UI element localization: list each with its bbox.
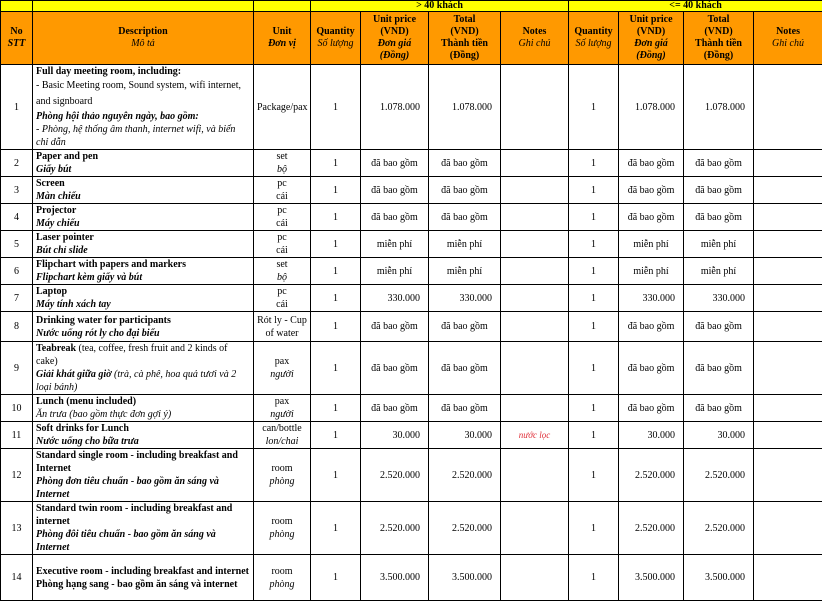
cell-quantity: 1 — [311, 231, 361, 258]
unit-vn: bộ — [257, 163, 307, 176]
cell-unit-price: 30.000 — [361, 422, 429, 449]
cell-unit-price: miễn phí — [619, 231, 684, 258]
cell-notes — [501, 150, 569, 177]
cell-notes — [754, 177, 822, 204]
cell-total: 3.500.000 — [429, 555, 501, 601]
description-en: Laptop — [36, 285, 250, 298]
description-en-title: Full day meeting room, including: — [36, 65, 250, 78]
group-header-under-40: <= 40 khách — [569, 1, 822, 12]
table-row — [1, 395, 822, 422]
cell-notes — [501, 395, 569, 422]
description-en: Projector — [36, 204, 250, 217]
cell-unit — [254, 177, 311, 204]
header-unit-price-en: Unit price — [364, 14, 425, 26]
cell-notes — [754, 285, 822, 312]
cell-unit-price: đã bao gồm — [619, 204, 684, 231]
unit-vn: cái — [257, 217, 307, 230]
description-vn: Máy tính xách tay — [36, 298, 250, 311]
cell-no: 14 — [1, 555, 33, 601]
description-vn: Nước uống rót ly cho đại biểu — [36, 327, 250, 340]
unit-vn: phòng — [257, 528, 307, 541]
cell-no: 6 — [1, 258, 33, 285]
header-notes-vn: Ghi chú — [504, 38, 565, 50]
description-en-title: Teabreak — [36, 343, 76, 354]
cell-unit-price: 330.000 — [361, 285, 429, 312]
unit-en: set — [257, 258, 307, 271]
header-quantity-2 — [569, 12, 619, 65]
cell-total: miễn phí — [429, 258, 501, 285]
cell-quantity: 1 — [569, 65, 619, 150]
cell-notes — [501, 204, 569, 231]
unit-en: room — [257, 462, 307, 475]
cell-notes — [754, 312, 822, 342]
cell-total: 30.000 — [684, 422, 754, 449]
cell-quantity: 1 — [569, 285, 619, 312]
description-vn: Nước uống cho bữa trưa — [36, 435, 250, 448]
header-unit-price-en: Unit price — [622, 14, 680, 26]
table-row — [1, 342, 822, 395]
cell-notes — [501, 258, 569, 285]
cell-unit-price: 2.520.000 — [361, 449, 429, 502]
cell-no: 8 — [1, 312, 33, 342]
table-row — [1, 312, 822, 342]
header-unit-en: Unit — [257, 26, 307, 38]
cell-unit-price: miễn phí — [361, 231, 429, 258]
description-vn — [36, 368, 250, 394]
cell-quantity: 1 — [569, 150, 619, 177]
cell-notes — [754, 502, 822, 555]
cell-quantity: 1 — [569, 312, 619, 342]
header-no-vn: STT — [4, 38, 29, 50]
cell-total: miễn phí — [684, 258, 754, 285]
cell-description — [33, 422, 254, 449]
unit-en: pc — [257, 231, 307, 244]
header-total-1 — [429, 12, 501, 65]
cell-quantity: 1 — [569, 342, 619, 395]
header-unit-price-currency: (VND) — [622, 26, 680, 38]
cell-total: đã bao gồm — [684, 342, 754, 395]
unit-vn: người — [257, 408, 307, 421]
cell-notes — [501, 65, 569, 150]
table-row — [1, 204, 822, 231]
cell-description — [33, 449, 254, 502]
cell-no: 1 — [1, 65, 33, 150]
unit-vn: phòng — [257, 475, 307, 488]
cell-description — [33, 150, 254, 177]
cell-description — [33, 177, 254, 204]
cell-total: miễn phí — [684, 231, 754, 258]
cell-notes — [501, 342, 569, 395]
cell-description — [33, 231, 254, 258]
cell-quantity: 1 — [311, 65, 361, 150]
header-quantity-en: Quantity — [314, 26, 357, 38]
description-en: Drinking water for participants — [36, 314, 250, 327]
group-header-row — [1, 1, 822, 12]
cell-total: đã bao gồm — [429, 150, 501, 177]
cell-notes — [754, 342, 822, 395]
header-no-en: No — [4, 26, 29, 38]
cell-no: 12 — [1, 449, 33, 502]
cell-quantity: 1 — [311, 312, 361, 342]
cell-unit — [254, 231, 311, 258]
description-vn: Flipchart kèm giấy và bút — [36, 271, 250, 284]
header-notes-2 — [754, 12, 822, 65]
cell-total: đã bao gồm — [429, 177, 501, 204]
unit-vn: phòng — [257, 578, 307, 591]
description-vn: Máy chiếu — [36, 217, 250, 230]
cell-notes: nước lọc — [501, 422, 569, 449]
unit-vn: cái — [257, 244, 307, 257]
unit-vn: cái — [257, 190, 307, 203]
table-row — [1, 258, 822, 285]
unit-en: set — [257, 150, 307, 163]
cell-quantity: 1 — [311, 258, 361, 285]
cell-unit-price: 1.078.000 — [361, 65, 429, 150]
cell-unit-price: đã bao gồm — [619, 395, 684, 422]
header-unit-price-vn-currency: (Đồng) — [622, 50, 680, 62]
cell-total: đã bao gồm — [684, 395, 754, 422]
table-row — [1, 285, 822, 312]
unit-en: pc — [257, 177, 307, 190]
description-en: Laser pointer — [36, 231, 250, 244]
cell-total: 3.500.000 — [684, 555, 754, 601]
header-unit-price-2 — [619, 12, 684, 65]
cell-total: 30.000 — [429, 422, 501, 449]
cell-total: đã bao gồm — [429, 342, 501, 395]
cell-total: 330.000 — [429, 285, 501, 312]
cell-unit-price: 1.078.000 — [619, 65, 684, 150]
cell-total: 2.520.000 — [429, 502, 501, 555]
cell-no: 13 — [1, 502, 33, 555]
cell-unit-price: đã bao gồm — [361, 177, 429, 204]
cell-unit — [254, 502, 311, 555]
cell-total: 1.078.000 — [684, 65, 754, 150]
unit-en: pax — [257, 355, 307, 368]
header-quantity-en: Quantity — [572, 26, 615, 38]
header-unit-price-vn: Đơn giá — [622, 38, 680, 50]
description-en: Soft drinks for Lunch — [36, 422, 250, 435]
group-header-blank — [254, 1, 311, 12]
unit-en: room — [257, 565, 307, 578]
cell-total: 330.000 — [684, 285, 754, 312]
cell-notes — [754, 231, 822, 258]
header-unit-price-1 — [361, 12, 429, 65]
cell-unit — [254, 312, 311, 342]
description-en: Flipchart with papers and markers — [36, 258, 250, 271]
description-en — [36, 342, 250, 368]
cell-total: 2.520.000 — [429, 449, 501, 502]
cell-quantity: 1 — [569, 395, 619, 422]
cell-description — [33, 395, 254, 422]
header-total-en: Total — [687, 14, 750, 26]
cell-description — [33, 312, 254, 342]
unit-vn: người — [257, 368, 307, 381]
table-row — [1, 449, 822, 502]
cell-description — [33, 65, 254, 150]
cell-no: 9 — [1, 342, 33, 395]
cell-unit-price: đã bao gồm — [361, 395, 429, 422]
cell-unit-price: đã bao gồm — [619, 312, 684, 342]
header-total-vn-currency: (Đồng) — [432, 50, 497, 62]
description-en: Screen — [36, 177, 250, 190]
cell-unit — [254, 150, 311, 177]
header-quantity-vn: Số lượng — [572, 38, 615, 50]
cell-notes — [501, 231, 569, 258]
description-vn: Bút chỉ slide — [36, 244, 250, 257]
cell-quantity: 1 — [569, 177, 619, 204]
unit-en: room — [257, 515, 307, 528]
cell-notes — [501, 449, 569, 502]
column-header-row — [1, 12, 822, 65]
cell-unit-price: 30.000 — [619, 422, 684, 449]
cell-total: đã bao gồm — [684, 204, 754, 231]
header-notes-1 — [501, 12, 569, 65]
cell-notes — [754, 65, 822, 150]
cell-description — [33, 342, 254, 395]
cell-total: 2.520.000 — [684, 502, 754, 555]
group-header-over-40: > 40 khách — [311, 1, 569, 12]
header-unit-price-vn-currency: (Đồng) — [364, 50, 425, 62]
cell-unit — [254, 395, 311, 422]
header-total-en: Total — [432, 14, 497, 26]
description-vn-title: Phòng hội thảo nguyên ngày, bao gồm: — [36, 110, 250, 123]
cell-quantity: 1 — [311, 422, 361, 449]
cell-total: đã bao gồm — [429, 204, 501, 231]
cell-description — [33, 285, 254, 312]
table-row — [1, 422, 822, 449]
unit-en: pc — [257, 204, 307, 217]
cell-unit-price: miễn phí — [619, 258, 684, 285]
cell-no: 7 — [1, 285, 33, 312]
description-vn: Phòng đôi tiêu chuẩn - bao gồm ăn sáng và Internet — [36, 528, 250, 554]
description-vn-extra: (trà, cà phê, hoa quả tươi và 2 loại bánh) — [36, 369, 236, 393]
cell-unit-price: đã bao gồm — [361, 204, 429, 231]
cell-unit-price: đã bao gồm — [619, 177, 684, 204]
table-row — [1, 502, 822, 555]
cell-quantity: 1 — [311, 285, 361, 312]
header-unit — [254, 12, 311, 65]
cell-unit — [254, 342, 311, 395]
header-description-vn: Mô tả — [36, 38, 250, 50]
cell-total: đã bao gồm — [684, 312, 754, 342]
unit-en: pc — [257, 285, 307, 298]
description-en: Standard twin room - including breakfast and internet — [36, 502, 250, 528]
description-en: Lunch (menu included) — [36, 395, 250, 408]
cell-unit-price: đã bao gồm — [361, 150, 429, 177]
description-vn: Màn chiếu — [36, 190, 250, 203]
cell-description — [33, 258, 254, 285]
header-total-2 — [684, 12, 754, 65]
cell-unit-price: đã bao gồm — [619, 150, 684, 177]
cell-unit — [254, 204, 311, 231]
table-row — [1, 177, 822, 204]
header-total-vn: Thành tiền — [687, 38, 750, 50]
unit-vn: cái — [257, 298, 307, 311]
cell-quantity: 1 — [311, 177, 361, 204]
cell-no: 3 — [1, 177, 33, 204]
cell-notes — [754, 449, 822, 502]
unit-en: pax — [257, 395, 307, 408]
cell-description — [33, 502, 254, 555]
cell-quantity: 1 — [569, 231, 619, 258]
cell-quantity: 1 — [569, 555, 619, 601]
cell-unit-price: 2.520.000 — [361, 502, 429, 555]
cell-quantity: 1 — [311, 449, 361, 502]
cell-unit — [254, 555, 311, 601]
cell-unit-price: đã bao gồm — [361, 342, 429, 395]
cell-unit-price: 2.520.000 — [619, 502, 684, 555]
header-description — [33, 12, 254, 65]
cell-total: 1.078.000 — [429, 65, 501, 150]
description-en-extra: (tea, coffee, fresh fruit and 2 kinds of cake) — [36, 343, 227, 367]
header-no — [1, 12, 33, 65]
group-header-blank — [33, 1, 254, 12]
cell-unit — [254, 285, 311, 312]
cell-quantity: 1 — [569, 449, 619, 502]
header-unit-price-currency: (VND) — [364, 26, 425, 38]
cell-unit-price: đã bao gồm — [619, 342, 684, 395]
header-notes-en: Notes — [504, 26, 565, 38]
cell-total: đã bao gồm — [684, 150, 754, 177]
cell-unit — [254, 258, 311, 285]
header-total-vn-currency: (Đồng) — [687, 50, 750, 62]
table-row — [1, 150, 822, 177]
cell-notes — [754, 555, 822, 601]
description-vn: Giấy bút — [36, 163, 250, 176]
cell-no: 2 — [1, 150, 33, 177]
cell-unit — [254, 65, 311, 150]
cell-total: đã bao gồm — [684, 177, 754, 204]
cell-description — [33, 555, 254, 601]
cell-notes — [754, 422, 822, 449]
group-header-blank — [1, 1, 33, 12]
description-en: Standard single room - including breakfast and Internet — [36, 449, 250, 475]
cell-total: miễn phí — [429, 231, 501, 258]
header-total-vn: Thành tiền — [432, 38, 497, 50]
cell-no: 11 — [1, 422, 33, 449]
cell-quantity: 1 — [311, 204, 361, 231]
cell-notes — [501, 502, 569, 555]
cell-unit-price: 330.000 — [619, 285, 684, 312]
description-vn-detail: - Phòng, hệ thống âm thanh, internet wifi, và biển chỉ dẫn — [36, 123, 250, 149]
cell-quantity: 1 — [569, 258, 619, 285]
cell-total: 2.520.000 — [684, 449, 754, 502]
cell-total: đã bao gồm — [429, 395, 501, 422]
cell-unit-price: 2.520.000 — [619, 449, 684, 502]
cell-notes — [501, 177, 569, 204]
header-description-en: Description — [36, 26, 250, 38]
cell-unit-price: miễn phí — [361, 258, 429, 285]
cell-quantity: 1 — [569, 204, 619, 231]
cell-notes — [754, 258, 822, 285]
cell-unit-price: 3.500.000 — [361, 555, 429, 601]
header-notes-vn: Ghi chú — [757, 38, 819, 50]
description-vn: Phòng đơn tiêu chuẩn - bao gồm ăn sáng và Internet — [36, 475, 250, 501]
cell-notes — [501, 285, 569, 312]
table-row — [1, 555, 822, 601]
header-notes-en: Notes — [757, 26, 819, 38]
cell-quantity: 1 — [569, 502, 619, 555]
cell-notes — [754, 150, 822, 177]
cell-unit-price: 3.500.000 — [619, 555, 684, 601]
cell-notes — [754, 395, 822, 422]
description-vn: Ăn trưa (bao gồm thực đơn gợi ý) — [36, 408, 250, 421]
unit-en: can/bottle — [257, 422, 307, 435]
cell-description — [33, 204, 254, 231]
cell-quantity: 1 — [311, 555, 361, 601]
header-unit-price-vn: Đơn giá — [364, 38, 425, 50]
cell-total: đã bao gồm — [429, 312, 501, 342]
header-unit-vn: Đơn vị — [257, 38, 307, 50]
unit-vn: lon/chai — [257, 435, 307, 448]
description-vn: Phòng hạng sang - bao gồm ăn sáng và internet — [36, 578, 250, 591]
cell-no: 5 — [1, 231, 33, 258]
cell-quantity: 1 — [311, 150, 361, 177]
description-vn-title: Giải khát giữa giờ — [36, 369, 112, 380]
header-quantity-vn: Số lượng — [314, 38, 357, 50]
cell-quantity: 1 — [311, 395, 361, 422]
header-total-currency: (VND) — [687, 26, 750, 38]
cell-no: 4 — [1, 204, 33, 231]
cell-notes — [501, 555, 569, 601]
cell-unit — [254, 449, 311, 502]
description-en-detail: - Basic Meeting room, Sound system, wifi internet, and signboard — [36, 78, 250, 110]
cell-notes — [501, 312, 569, 342]
unit-en: Package/pax — [257, 101, 307, 114]
header-total-currency: (VND) — [432, 26, 497, 38]
cell-unit-price: đã bao gồm — [361, 312, 429, 342]
description-en: Paper and pen — [36, 150, 250, 163]
cell-notes — [754, 204, 822, 231]
description-en: Executive room - including breakfast and internet — [36, 565, 250, 578]
unit-en: Rót ly - Cup of water — [257, 314, 307, 340]
header-quantity-1 — [311, 12, 361, 65]
cell-quantity: 1 — [311, 342, 361, 395]
table-row — [1, 65, 822, 150]
cell-no: 10 — [1, 395, 33, 422]
cell-quantity: 1 — [569, 422, 619, 449]
unit-vn: bộ — [257, 271, 307, 284]
cell-quantity: 1 — [311, 502, 361, 555]
table-row — [1, 231, 822, 258]
cell-unit — [254, 422, 311, 449]
